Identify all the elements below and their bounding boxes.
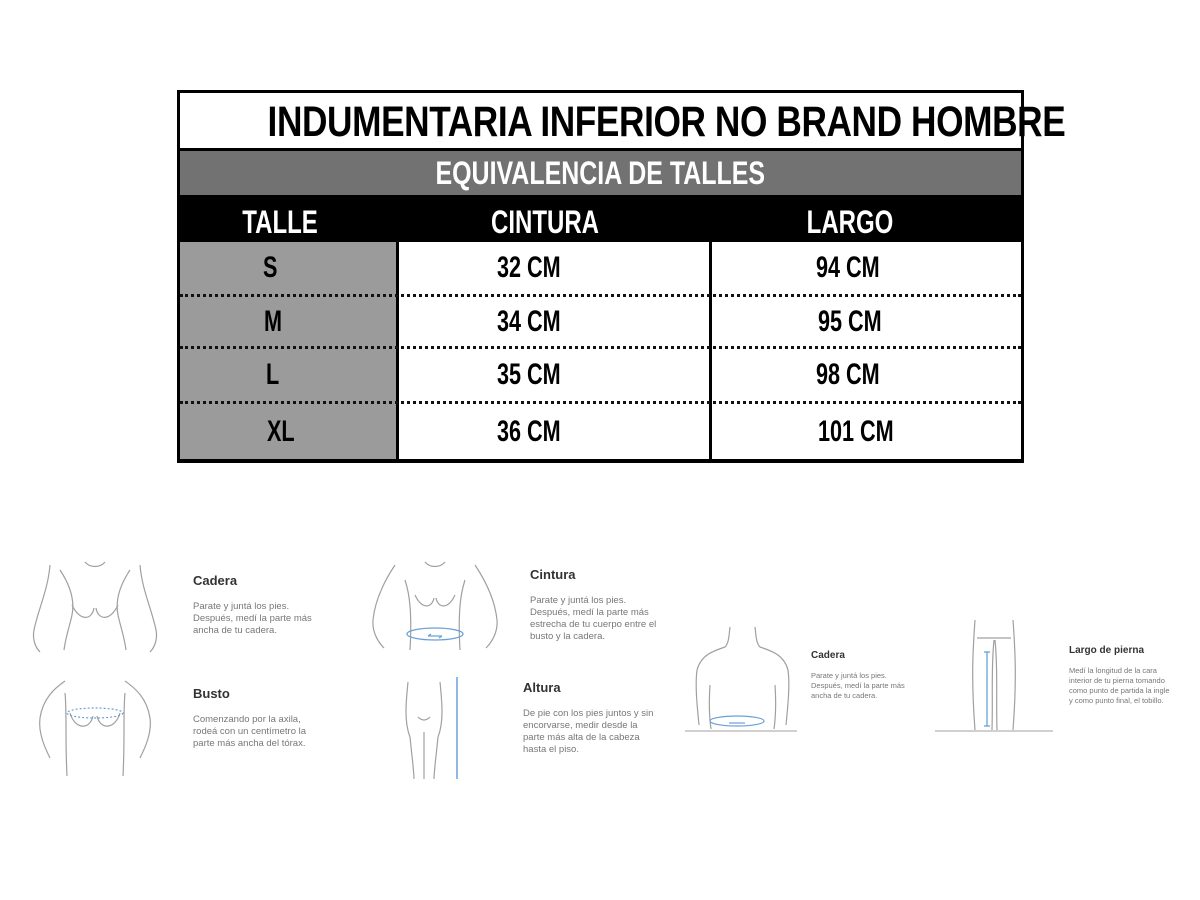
cell-largo: 101 CM	[818, 414, 894, 448]
guide-altura-text: De pie con los pies juntos y sin encorvarse, medir desde la parte más alta de la cabeza hasta el piso.	[523, 708, 654, 755]
table-body	[180, 242, 1021, 459]
guide-altura-title: Altura	[523, 680, 561, 695]
table-row	[180, 297, 1021, 347]
table-title-row	[180, 93, 1066, 148]
cell-cintura: 34 CM	[497, 305, 561, 338]
bust-figure-icon	[35, 678, 155, 778]
height-figure-icon	[400, 677, 465, 782]
guide-largo-pierna-title: Largo de pierna	[1069, 645, 1145, 656]
guide-cadera	[193, 573, 363, 637]
cell-cintura: 36 CM	[497, 414, 561, 448]
legs-figure-icon	[935, 618, 1055, 736]
guide-cintura-title: Cintura	[530, 567, 576, 582]
table-title: INDUMENTARIA INFERIOR NO BRAND HOMBRE	[267, 98, 1066, 146]
table-subtitle-row	[180, 148, 1021, 198]
guide-cadera-hombre-title: Cadera	[811, 650, 845, 661]
cell-talle: S	[263, 251, 278, 284]
guide-busto-text: Comenzando por la axila, rodeá con un centímetro la parte más ancha del tórax.	[193, 714, 307, 749]
table-row	[180, 349, 1021, 401]
torso-figure-icon	[30, 560, 160, 655]
cell-talle: XL	[267, 414, 295, 448]
guide-cadera-text: Parate y juntá los pies. Después, medí la parte más ancha de tu cadera.	[193, 601, 312, 636]
table-row	[180, 404, 1021, 459]
guide-cintura-text: Parate y juntá los pies. Después, medí la parte más estrecha de tu cuerpo entre el busto y la cadera.	[530, 595, 657, 642]
table-header-row	[180, 198, 1021, 242]
guide-busto-title: Busto	[193, 686, 230, 701]
cell-cintura: 32 CM	[497, 251, 561, 284]
guide-cadera-hombre	[811, 650, 931, 701]
guide-busto	[193, 686, 363, 750]
cell-talle: L	[266, 358, 280, 391]
guide-cadera-hombre-text: Parate y juntá los pies. Después, medí la parte más ancha de tu cadera.	[811, 671, 905, 700]
header-cintura: CINTURA	[491, 204, 599, 240]
header-largo: LARGO	[806, 204, 894, 240]
guide-cintura	[530, 567, 690, 643]
table-subtitle: EQUIVALENCIA DE TALLES	[435, 155, 766, 191]
cell-talle: M	[264, 305, 282, 338]
cell-largo: 94 CM	[816, 251, 880, 284]
guide-largo-pierna-text: Medí la longitud de la cara interior de tu pierna tomando como punto de partida la ingle y como punto final, el tobillo.	[1069, 666, 1170, 705]
guide-altura	[523, 680, 688, 756]
size-chart-table	[177, 90, 1066, 463]
male-back-figure-icon	[685, 625, 800, 735]
guide-largo-pierna	[1069, 645, 1194, 706]
cell-largo: 95 CM	[818, 305, 882, 338]
cell-cintura: 35 CM	[497, 358, 561, 391]
header-talle: TALLE	[242, 204, 318, 240]
table-row	[180, 242, 1021, 294]
cell-largo: 98 CM	[816, 358, 880, 391]
guide-cadera-title: Cadera	[193, 573, 238, 588]
waist-figure-icon	[370, 560, 500, 655]
